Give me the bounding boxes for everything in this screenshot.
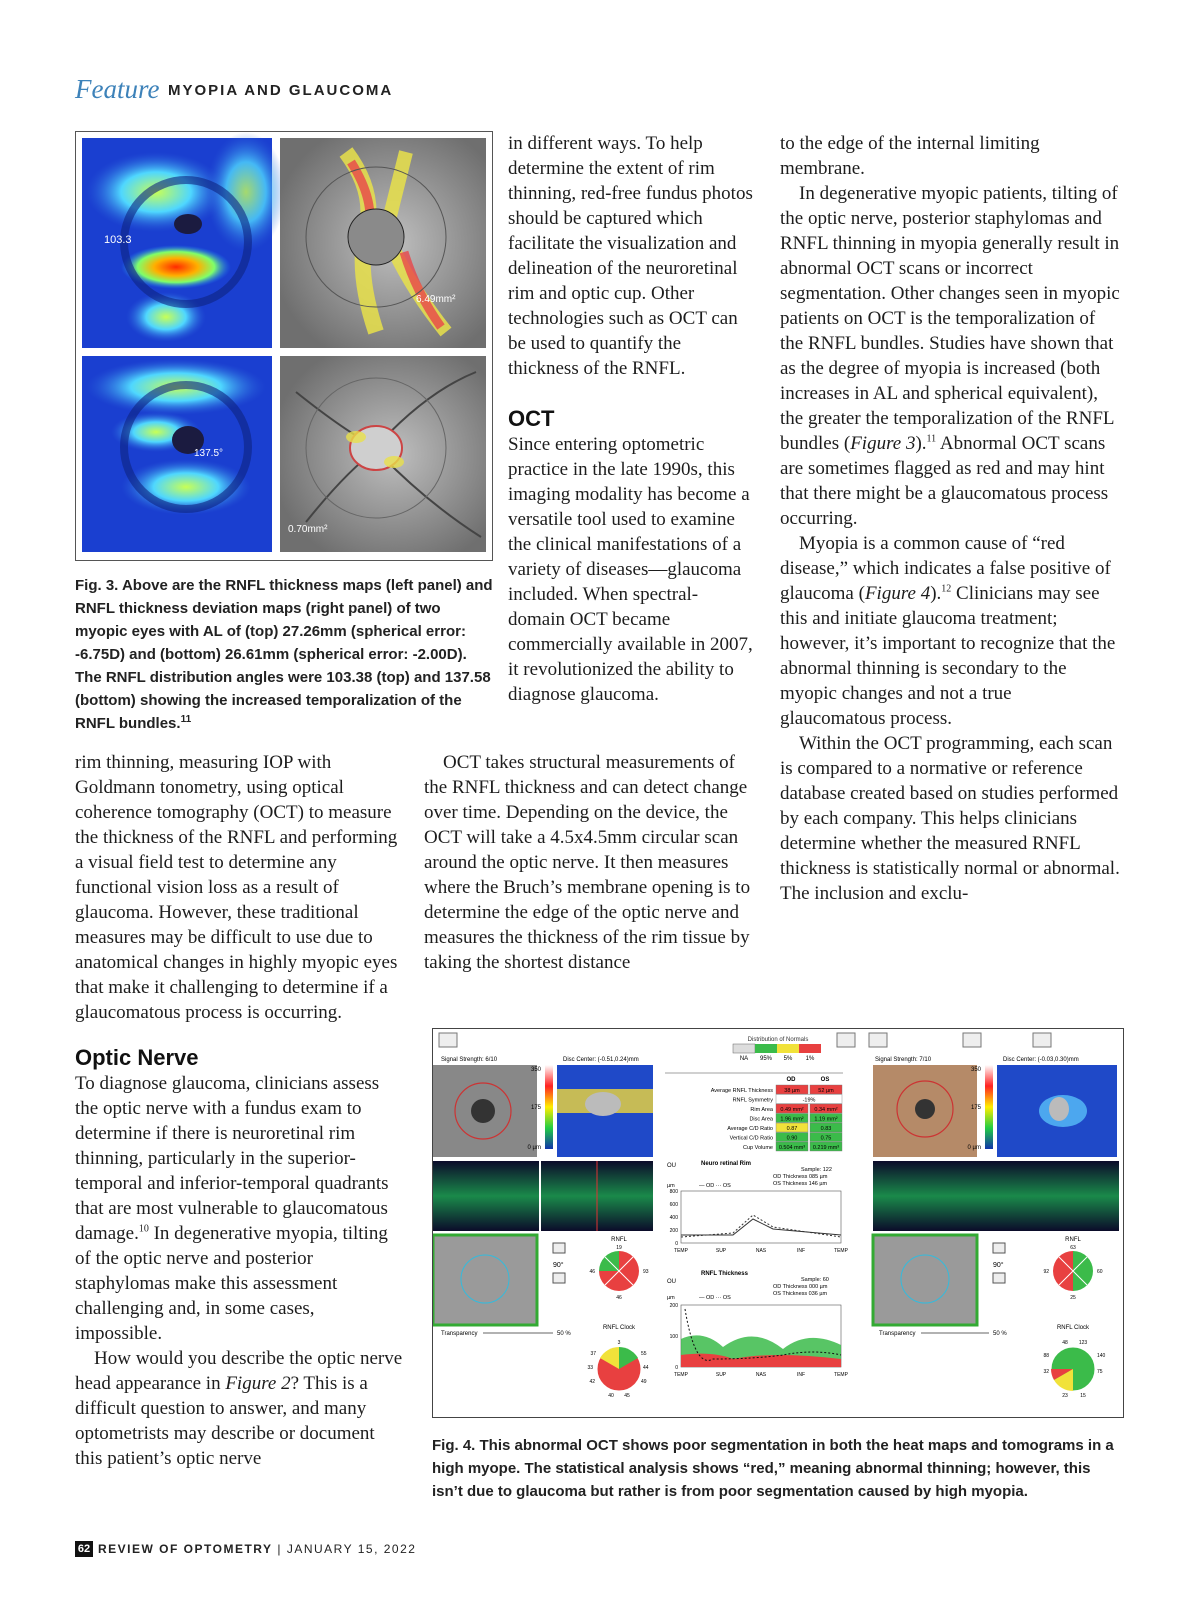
table-row-label: Average C/D Ratio (727, 1126, 773, 1132)
right-quad-sup: 63 (1070, 1245, 1076, 1251)
x-tick-label: INF (796, 1372, 806, 1378)
table-cell-value: 0.219 mm³ (812, 1145, 840, 1151)
left-signal-strength: Signal Strength: 6/10 (441, 1057, 498, 1063)
right-clock-11: 48 (1062, 1340, 1068, 1346)
left-transparency-pct: 50 % (557, 1331, 571, 1337)
table-row-label: Average RNFL Thickness (710, 1088, 773, 1094)
chart1-os-line (681, 1215, 841, 1237)
right-quad-nas: 60 (1097, 1269, 1103, 1275)
left-quad-sup: 19 (616, 1245, 622, 1251)
left-rotate-up-button (553, 1243, 565, 1253)
bottom-area-label: 0.70mm² (288, 524, 328, 535)
table-row-label: RNFL Symmetry (732, 1097, 773, 1104)
right-tomogram (873, 1161, 1119, 1231)
x-tick-label: NAS (755, 1372, 767, 1378)
right-quad-temp: 92 (1043, 1269, 1049, 1275)
figure-3-caption: Fig. 3. Above are the RNFL thickness maps (left panel) and RNFL thickness deviation maps (right panel) of two myopic eyes with AL of (top) 27.26mm (spherical error: -6.75D) and (bottom) 26.61mm (spherical error: -2.00D). The RNFL distribution angles were 103.38 (top) and 137.58 (bottom) showing the increased temporalization of the RNFL bundles.$^{11}$ (75, 577, 493, 732)
table-cell-value: 38 µm (784, 1088, 800, 1094)
figure-4-caption: Fig. 4. This abnormal OCT shows poor segmentation in both the heat maps and tomograms in a high myope. The statistical analysis shows “red,” meaning abnormal thinning; however, this isn’t due to glaucoma but rather is from poor segmentation caused by high myopia. (432, 1437, 1114, 1500)
right-rotate-down-button (993, 1273, 1005, 1283)
col3-paragraph-4: Within the OCT programming, each scan is compared to a normative or reference database created based on studies performed by each company. This helps clinicians determine whether the measured RNFL thickness is statistically normal or abnormal. The inclusion and exclu- (780, 733, 1120, 904)
right-clock-label: RNFL Clock (1056, 1325, 1090, 1331)
col2-paragraph-3: OCT takes structural measurements of the RNFL thickness and can detect change over time. Depending on the device, the OCT will take a 4.5x4.5mm circular scan around the optic nerve. It then measures where the Bruch’s membrane opening is to determine the edge of the optic nerve and measures the thickness of the rim tissue by taking the shortest distance (424, 752, 751, 973)
chart1-title: Neuro retinal Rim (701, 1161, 752, 1167)
table-cell-value: 0.87 (786, 1126, 798, 1132)
table-cell-value: 0.90 (786, 1135, 798, 1142)
left-fundus-scan (433, 1235, 537, 1325)
left-angle: 90° (553, 1262, 564, 1269)
left-scale-bottom: 0 µm (527, 1145, 541, 1151)
chart2-title: RNFL Thickness (701, 1271, 748, 1277)
table-cell-value: 0.504 mm³ (778, 1145, 806, 1151)
col3-paragraph-1: to the edge of the internal limiting membrane. (780, 133, 1040, 179)
right-quadrant-pie (1053, 1251, 1093, 1291)
x-tick-label: TEMP (834, 1372, 848, 1378)
chart2-os-thickness: OS Thickness 036 µm (773, 1291, 828, 1297)
table-header-od: OD (786, 1077, 796, 1083)
col1-paragraph-1: rim thinning, measuring IOP with Goldmann tonometry, using optical coherence tomography (OCT) to measure the thickness of the RNFL and performing a visual field test to determine any functional vision loss as a result of glaucoma. However, these traditional measures may be difficult to use due to anatomical changes in highly myopic eyes that make it challenging to determine if a glaucomatous process is occurring. (75, 752, 398, 1023)
left-clock-2: 44 (643, 1365, 649, 1371)
heading-oct: OCT (508, 406, 555, 431)
top-area-label: 6.49mm² (416, 294, 456, 305)
left-rotate-down-button (553, 1273, 565, 1283)
left-rnfl-label: RNFL (611, 1237, 627, 1243)
right-thickness-scale (985, 1065, 993, 1149)
chart1-os-thickness: OS Thickness 146 µm (773, 1181, 828, 1187)
right-clock-10: 88 (1043, 1353, 1049, 1359)
chart2-unit: µm (667, 1295, 675, 1301)
table-rows (711, 1085, 842, 1151)
table-cell-value: 0.34 mm² (814, 1107, 838, 1113)
left-clock-5: 45 (624, 1393, 630, 1399)
column-2-lower (424, 750, 754, 975)
chart1-legend: — OD ··· OS (699, 1183, 731, 1189)
right-transparency-pct: 50 % (993, 1331, 1007, 1337)
top-angle-label: 103.3 (104, 234, 132, 246)
dist-label-5: 5% (783, 1056, 793, 1062)
right-rnfl-label: RNFL (1065, 1237, 1081, 1243)
right-fundus-scan (873, 1235, 977, 1325)
x-tick-label: SUP (715, 1372, 727, 1378)
table-row-label: Vertical C/D Ratio (729, 1135, 773, 1142)
column-2-upper (508, 131, 755, 707)
left-quadrant-pie (599, 1251, 639, 1291)
table-cell-value: 52 µm (818, 1088, 834, 1094)
column-1 (75, 750, 405, 1471)
left-quad-inf: 46 (616, 1295, 622, 1301)
table-row-label: Rim Area (750, 1107, 773, 1113)
figure-4-oct-report (433, 1029, 1123, 1417)
right-clock-12: 123 (1078, 1340, 1088, 1346)
y-tick-label: 600 (669, 1202, 678, 1208)
y-tick-label: 800 (669, 1189, 678, 1195)
table-header-os: OS (820, 1077, 830, 1083)
chart2-sample: Sample: 60 (801, 1277, 829, 1283)
right-clock-5: 15 (1080, 1393, 1086, 1399)
right-disc-center: Disc Center: (-0.03,0.30)mm (1003, 1057, 1079, 1063)
right-scale-mid: 175 (970, 1105, 981, 1111)
heading-optic-nerve: Optic Nerve (75, 1045, 199, 1070)
table-row-label: Cup Volume (743, 1145, 773, 1151)
table-row-label: Disc Area (749, 1116, 773, 1123)
table-cell-value: 1.96 mm² (780, 1116, 804, 1123)
x-tick-label: NAS (755, 1248, 767, 1254)
y-tick-label: 100 (669, 1334, 678, 1340)
table-cell-value: 0.49 mm² (780, 1107, 804, 1113)
table-cell-value: 0.83 (820, 1126, 832, 1132)
y-tick-label: 0 (675, 1241, 678, 1247)
chart1-unit: µm (667, 1183, 675, 1189)
col3-paragraph-2: In degenerative myopic patients, tilting of the optic nerve, posterior staphylomas and RNFL thinning in myopia generally result in abnormal OCT scans or incorrect segmentation. Other changes seen in myopic patients on OCT is the temporalization of the RNFL bundles. Studies have shown that as the degree of myopia is increased (both increases in AL and spherical equivalent), the greater the temporalization of the RNFL bundles (Figure 3).$^{11}$ Abnormal OCT scans are sometimes flagged as red and may hint that there might be a glaucomatous process occurring. (780, 183, 1120, 529)
footer-publication: REVIEW OF OPTOMETRY | JANUARY 15, 2022 (98, 1542, 417, 1556)
distribution-title: Distribution of Normals (747, 1037, 809, 1043)
col2-paragraph-2: Since entering optometric practice in the late 1990s, this imaging modality has become a versatile tool used to examine the clinical manifestations of a variety of diseases—glaucoma included. When spectral-domain OCT became commercially available in 2007, it revolutionized the ability to diagnose glaucoma. (508, 434, 753, 705)
x-tick-label: TEMP (674, 1248, 688, 1254)
dist-label-na: NA (739, 1056, 749, 1062)
col2-paragraph-1: in different ways. To help determine the extent of rim thinning, red-free fundus photos should be captured which facilitate the visualization and delineation of the neuroretinal rim and optic cup. Other technologies such as OCT can be used to quantify the thickness of the RNFL. (508, 133, 753, 379)
article-topic: MYOPIA AND GLAUCOMA (168, 82, 394, 99)
dist-label-95: 95% (759, 1056, 773, 1062)
left-clock-12: 3 (617, 1340, 621, 1346)
left-thickness-scale (545, 1065, 553, 1149)
chart1-od-thickness: OD Thickness 085 µm (773, 1174, 828, 1180)
oct-summary-table (665, 1073, 843, 1083)
toolbar-icon-mid-2 (869, 1033, 887, 1047)
col3-paragraph-3: Myopia is a common cause of “red disease,” which indicates a false positive of glaucoma (Figure 4).$^{12}$ Clinicians may see this and initiate glaucoma treatment; however, it’s important to recognize that the abnormal thinning is secondary to the myopic changes and not a true glaucomatous process. (780, 533, 1116, 729)
left-tomogram-1 (433, 1161, 539, 1231)
right-scale-bottom: 0 µm (967, 1145, 981, 1151)
left-scale-top: 350 (530, 1067, 541, 1073)
chart1-axis (670, 1189, 849, 1254)
left-transparency-label: Transparency (441, 1331, 478, 1337)
right-angle: 90° (993, 1262, 1004, 1269)
x-tick-label: INF (796, 1248, 806, 1254)
chart2-od-thickness: OD Thickness 000 µm (773, 1284, 828, 1290)
left-clock-11: 37 (590, 1351, 596, 1357)
y-tick-label: 0 (675, 1365, 678, 1371)
x-tick-label: TEMP (834, 1248, 848, 1254)
right-clock-7: 23 (1062, 1393, 1068, 1399)
right-clock-9: 32 (1043, 1369, 1049, 1375)
right-transparency-label: Transparency (879, 1331, 916, 1337)
right-scale-top: 350 (970, 1067, 981, 1073)
y-tick-label: 200 (669, 1228, 678, 1234)
left-clock-7: 40 (608, 1393, 614, 1399)
chart2-ou-label: OU (667, 1279, 676, 1285)
col1-paragraph-2: To diagnose glaucoma, clinicians assess the optic nerve with a fundus exam to determine if there is neuroretinal rim thinning, particularly in the superior-temporal and inferior-temporal quadrants that are most vulnerable to glaucomatous damage.$^{10}$ In degenerative myopia, tilting of the optic nerve and posterior staphylomas make this assessment challenging and, in some cases, impossible. (75, 1073, 389, 1344)
toolbar-icon-right-1 (963, 1033, 981, 1047)
left-clock-8: 42 (589, 1379, 595, 1385)
left-quad-nas: 93 (643, 1269, 649, 1275)
column-3 (780, 131, 1120, 906)
figure-3-images (76, 132, 492, 560)
toolbar-icon-left (439, 1033, 457, 1047)
chart1-sample: Sample: 122 (801, 1167, 832, 1173)
right-clock-1: 140 (1097, 1353, 1106, 1359)
bottom-angle-label: 137.5° (194, 448, 224, 459)
figure-4 (432, 1028, 1124, 1418)
dist-label-1: 1% (805, 1056, 815, 1062)
left-clock-label: RNFL Clock (602, 1325, 636, 1331)
chart1-ou-label: OU (667, 1163, 676, 1169)
toolbar-icon-mid-1 (837, 1033, 855, 1047)
left-clock-10: 33 (587, 1365, 593, 1371)
figure-3 (75, 131, 493, 561)
x-tick-label: SUP (715, 1248, 727, 1254)
chart2-legend: — OD ··· OS (699, 1295, 731, 1301)
left-clock-4: 49 (641, 1379, 647, 1385)
page-number: 62 (75, 1541, 93, 1557)
col1-paragraph-3: How would you describe the optic nerve head appearance in Figure 2? This is a difficult question to answer, and many optometrists may describe or document this patient’s optic nerve (75, 1348, 403, 1469)
table-cell-value: -19% (802, 1097, 816, 1104)
left-quad-temp: 46 (589, 1269, 595, 1275)
y-tick-label: 400 (669, 1215, 678, 1221)
right-quad-inf: 25 (1070, 1295, 1076, 1301)
chart1-od-line (681, 1219, 841, 1235)
table-cell-value: 1.19 mm² (814, 1116, 838, 1123)
y-tick-label: 200 (669, 1303, 678, 1309)
left-scale-mid: 175 (530, 1105, 541, 1111)
table-cell-value: 0.75 (820, 1135, 832, 1142)
toolbar-icon-right-2 (1033, 1033, 1051, 1047)
left-disc-center: Disc Center: (-0.51,0.24)mm (563, 1057, 639, 1063)
x-tick-label: TEMP (674, 1372, 688, 1378)
section-label: Feature (75, 74, 160, 104)
right-clock-3: 75 (1097, 1369, 1103, 1375)
left-clock-1: 55 (641, 1351, 647, 1357)
right-rotate-up-button (993, 1243, 1005, 1253)
right-signal-strength: Signal Strength: 7/10 (875, 1057, 932, 1063)
